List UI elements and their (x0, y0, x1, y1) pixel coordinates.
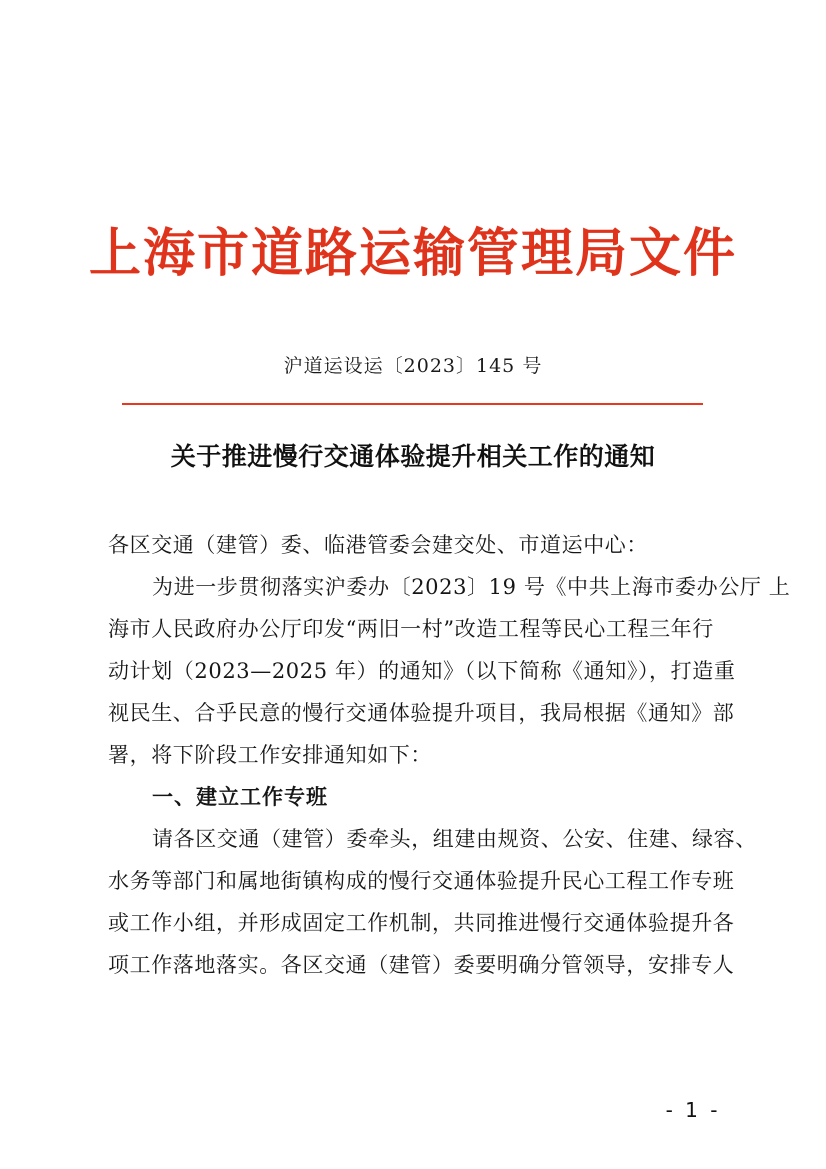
body-line: 项工作落地落实。各区交通（建管）委要明确分管领导，安排专人 (108, 953, 735, 977)
recipient-line: 各区交通（建管）委、临港管委会建交处、市道运中心： (108, 533, 648, 557)
section-heading: 一、建立工作专班 (152, 785, 328, 809)
page-footer (0, 1098, 826, 1122)
body-line: 海市人民政府办公厅印发“两旧一村”改造工程等民心工程三年行 (108, 617, 714, 641)
paragraph-host (108, 566, 791, 986)
document-number: 沪道运设运〔2023〕145 号 (283, 355, 543, 377)
body-line: 为进一步贯彻落实沪委办〔2023〕19 号《中共上海市委办公厅 上 (152, 575, 791, 599)
body-line: 或工作小组，并形成固定工作机制，共同推进慢行交通体验提升各 (108, 911, 735, 935)
page-title: 关于推进慢行交通体验提升相关工作的通知 (170, 442, 656, 471)
red-divider-rule (122, 403, 703, 405)
masthead (0, 222, 826, 286)
body-line: 视民生、合乎民意的慢行交通体验提升项目，我局根据《通知》部 (108, 701, 735, 725)
body-line: 请各区交通（建管）委牵头，组建由规资、公安、住建、绿容、 (152, 827, 757, 851)
page-number: - 1 - (665, 1098, 721, 1122)
document-body (108, 524, 791, 986)
body-line: 水务等部门和属地街镇构成的慢行交通体验提升民心工程工作专班 (108, 869, 735, 893)
masthead-title: 上海市道路运输管理局文件 (88, 223, 737, 284)
body-line: 动计划（2023—2025 年）的通知》（以下简称《通知》），打造重 (108, 659, 736, 683)
body-line: 署，将下阶段工作安排通知如下： (108, 743, 432, 767)
